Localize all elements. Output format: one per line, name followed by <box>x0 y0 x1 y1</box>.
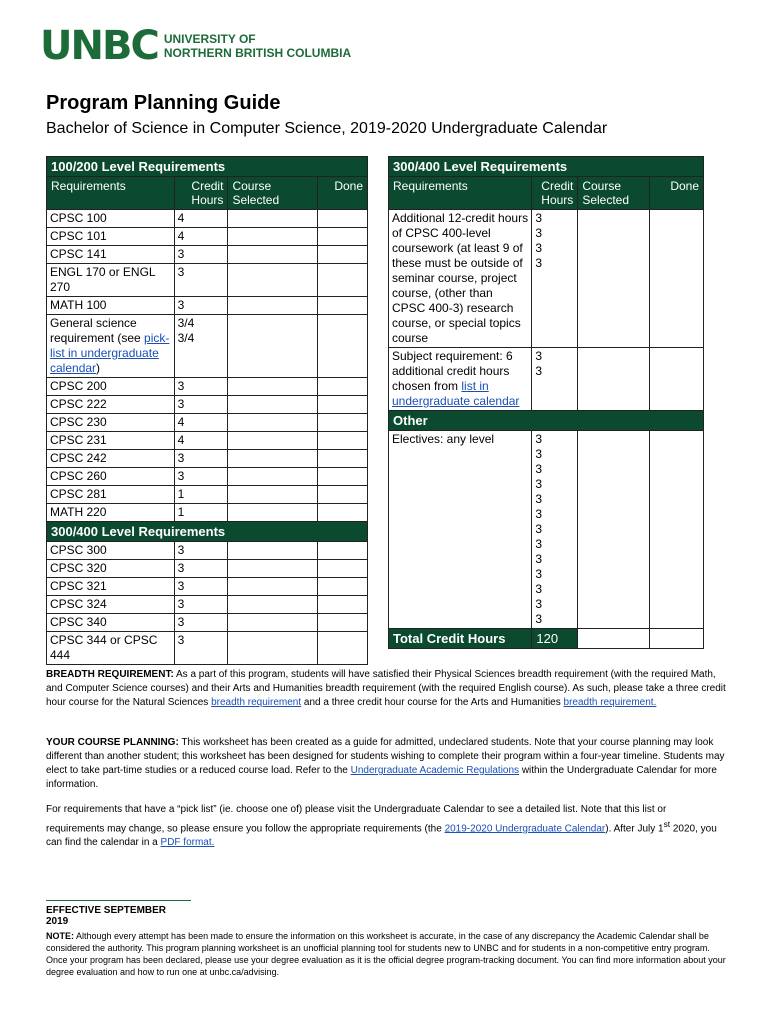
academic-regulations-link[interactable]: Undergraduate Academic Regulations <box>350 765 520 776</box>
credit-hours: 3 <box>174 542 228 560</box>
requirement: MATH 220 <box>47 504 175 522</box>
course-selected[interactable] <box>228 297 318 315</box>
credit-hours: 3 <box>174 632 228 665</box>
unbc-logo <box>40 23 352 69</box>
done-cell[interactable] <box>318 210 368 228</box>
table-row <box>47 432 368 450</box>
table-row <box>47 396 368 414</box>
breadth-text-2: and a three credit hour course for the Arts and Humanities <box>301 697 564 708</box>
logo-line-1: UNIVERSITY OF <box>163 32 256 46</box>
done-cell[interactable] <box>318 246 368 264</box>
done-cell[interactable] <box>318 632 368 665</box>
requirement: CPSC 340 <box>47 614 175 632</box>
breadth-text-1: As a part of this program, students will have satisfied their Physical Sciences breadth requirement (with the required Math, and Computer Science courses) and their Arts and Humanities breadth requirement (with the required English course). As such, please take a three credit hour course for the Natural Sciences <box>46 669 726 708</box>
requirement: CPSC 324 <box>47 596 175 614</box>
credit-hours: 3 <box>174 450 228 468</box>
science-req-close: ) <box>96 361 101 375</box>
planning-paragraph <box>46 736 726 792</box>
page-subtitle: Bachelor of Science in Computer Science, 2019-2020 Undergraduate Calendar <box>46 120 608 137</box>
table-row <box>47 578 368 596</box>
credit-hours: 3 <box>174 264 228 297</box>
additional-400-course[interactable] <box>578 210 650 348</box>
picklist-text-3: 2020, you can find the calendar in a <box>46 823 717 849</box>
course-selected[interactable] <box>228 228 318 246</box>
credit-hours: 4 <box>174 432 228 450</box>
done-cell[interactable] <box>318 560 368 578</box>
course-selected[interactable] <box>228 542 318 560</box>
subject-done[interactable] <box>650 348 704 411</box>
credit-hours: 3 <box>174 596 228 614</box>
credit-hours: 3 <box>174 396 228 414</box>
science-req-text: General science requirement (see <box>50 316 145 345</box>
course-selected[interactable] <box>228 396 318 414</box>
logo-mark: UNBC <box>40 23 158 69</box>
credit-hours: 4 <box>174 228 228 246</box>
left-col-requirements: Requirements <box>47 177 175 210</box>
additional-400-req: Additional 12-credit hours of CPSC 400-level coursework (at least 9 of these must be outside of seminar course, project course, (other than CPSC 400-3) research course, or special topics course <box>389 210 532 348</box>
course-selected[interactable] <box>228 414 318 432</box>
page-title: Program Planning Guide <box>46 92 281 114</box>
electives-done[interactable] <box>650 431 704 629</box>
credit-hours: 4 <box>174 210 228 228</box>
picklist-paragraph <box>46 803 726 850</box>
requirement: CPSC 300 <box>47 542 175 560</box>
left-table-header-2: 300/400 Level Requirements <box>47 522 368 542</box>
left-col-credit: Credit Hours <box>174 177 228 210</box>
total-blank-2 <box>650 629 704 649</box>
done-cell[interactable] <box>318 432 368 450</box>
requirement: CPSC 100 <box>47 210 175 228</box>
credit-hours: 1 <box>174 504 228 522</box>
subject-req-cell <box>389 348 532 411</box>
course-selected[interactable] <box>228 432 318 450</box>
undergraduate-calendar-link[interactable]: 2019-2020 Undergraduate Calendar <box>444 823 606 835</box>
done-cell[interactable] <box>318 542 368 560</box>
done-cell[interactable] <box>318 414 368 432</box>
course-selected[interactable] <box>228 210 318 228</box>
total-credit-value: 120 <box>532 629 578 649</box>
subject-list-link[interactable]: list in undergraduate calendar <box>392 379 520 408</box>
total-blank-1 <box>578 629 650 649</box>
done-cell[interactable] <box>318 297 368 315</box>
total-credit-label: Total Credit Hours <box>389 629 532 649</box>
table-row <box>47 264 368 297</box>
science-credit: 3/4 3/4 <box>174 315 228 378</box>
credit-hours: 3 <box>174 468 228 486</box>
table-row <box>47 210 368 228</box>
table-row <box>47 560 368 578</box>
done-cell[interactable] <box>318 396 368 414</box>
done-cell[interactable] <box>318 468 368 486</box>
table-row <box>47 297 368 315</box>
science-course-selected[interactable] <box>228 315 318 378</box>
credit-hours: 3 <box>174 297 228 315</box>
course-selected[interactable] <box>228 596 318 614</box>
natural-sciences-breadth-link[interactable]: breadth requirement <box>211 697 302 708</box>
table-row <box>47 542 368 560</box>
course-selected[interactable] <box>228 378 318 396</box>
arts-humanities-breadth-link[interactable]: breadth requirement. <box>563 697 657 708</box>
course-selected[interactable] <box>228 450 318 468</box>
electives-credits: 3 3 3 3 3 3 3 3 3 3 3 3 3 <box>532 431 578 629</box>
additional-400-credits: 3 3 3 3 <box>532 210 578 348</box>
effective-date: EFFECTIVE SEPTEMBER 2019 <box>46 900 191 927</box>
course-selected[interactable] <box>228 468 318 486</box>
right-col-requirements: Requirements <box>389 177 532 210</box>
credit-hours: 3 <box>174 246 228 264</box>
table-row <box>47 228 368 246</box>
credit-hours: 3 <box>174 578 228 596</box>
subject-req-text: Subject requirement: 6 additional credit hours chosen from <box>392 349 513 393</box>
requirement: CPSC 200 <box>47 378 175 396</box>
science-requirement-cell <box>47 315 175 378</box>
done-cell[interactable] <box>318 264 368 297</box>
requirement: CPSC 141 <box>47 246 175 264</box>
logo-line-2: NORTHERN BRITISH COLUMBIA <box>163 46 352 60</box>
table-row <box>47 450 368 468</box>
requirement: CPSC 231 <box>47 432 175 450</box>
course-selected[interactable] <box>228 632 318 665</box>
note-text: Although every attempt has been made to ensure the information on this worksheet is accurate, in the case of any discrepancy the Academic Calendar shall be considered the authority. This program planning worksheet is an unofficial planning tool for students new to UNBC and for students in a non-competitive entry program. Once your program has been declared, please use your degree evaluation as it is the official degree program-tracking document. You can find more information about your degree evaluation and how to run one at unbc.ca/advising. <box>46 931 726 977</box>
done-cell[interactable] <box>318 228 368 246</box>
planning-label: YOUR COURSE PLANNING: <box>46 737 179 748</box>
table-row <box>47 486 368 504</box>
table-row <box>47 378 368 396</box>
picklist-text-1: For requirements that have a “pick list” (ie. choose one of) please visit the Undergraduate Calendar to see a detailed list. Note that this list or requirements may change, so please ensure you follow the appropriate requirements (the <box>46 804 667 835</box>
done-cell[interactable] <box>318 596 368 614</box>
requirement: MATH 100 <box>47 297 175 315</box>
right-col-course: Course Selected <box>578 177 650 210</box>
right-col-done: Done <box>650 177 704 210</box>
table-row <box>47 504 368 522</box>
requirement: ENGL 170 or ENGL 270 <box>47 264 175 297</box>
right-table-header: 300/400 Level Requirements <box>389 157 704 177</box>
requirement: CPSC 260 <box>47 468 175 486</box>
requirement: CPSC 320 <box>47 560 175 578</box>
planning-text-2: within the Undergraduate Calendar for more information. <box>46 765 717 790</box>
breadth-label: BREADTH REQUIREMENT: <box>46 669 174 680</box>
pdf-format-link[interactable]: PDF format. <box>160 837 215 849</box>
done-cell[interactable] <box>318 504 368 522</box>
right-requirements-table <box>388 156 704 649</box>
course-selected[interactable] <box>228 614 318 632</box>
credit-hours: 3 <box>174 560 228 578</box>
other-header: Other <box>389 411 704 431</box>
left-table-header: 100/200 Level Requirements <box>47 157 368 177</box>
done-cell[interactable] <box>318 378 368 396</box>
science-done[interactable] <box>318 315 368 378</box>
logo-text <box>164 32 351 60</box>
planning-text-1: This worksheet has been created as a guide for admitted, undeclared students. Note that your course planning may look different than another student; this worksheet has been designed for students wishing to complete their program within a four-year timeline. Students may elect to take part-time studies or a reduced course load. Refer to the <box>46 737 725 776</box>
done-cell[interactable] <box>318 450 368 468</box>
science-picklist-link[interactable]: pick-list in undergraduate calendar <box>50 331 170 375</box>
requirement: CPSC 344 or CPSC 444 <box>47 632 175 665</box>
done-cell[interactable] <box>318 614 368 632</box>
course-selected[interactable] <box>228 486 318 504</box>
table-row <box>47 468 368 486</box>
electives-course[interactable] <box>578 431 650 629</box>
requirement: CPSC 281 <box>47 486 175 504</box>
credit-hours: 1 <box>174 486 228 504</box>
picklist-sup: st <box>663 819 671 829</box>
done-cell[interactable] <box>318 578 368 596</box>
course-selected[interactable] <box>228 264 318 297</box>
credit-hours: 3 <box>174 614 228 632</box>
requirement: CPSC 321 <box>47 578 175 596</box>
table-row <box>47 414 368 432</box>
table-row <box>47 632 368 665</box>
left-requirements-table <box>46 156 368 665</box>
subject-course[interactable] <box>578 348 650 411</box>
requirement: CPSC 242 <box>47 450 175 468</box>
table-row <box>47 614 368 632</box>
requirement: CPSC 222 <box>47 396 175 414</box>
note-paragraph <box>46 930 731 978</box>
picklist-text-2: ). After July 1 <box>605 823 664 835</box>
table-row <box>47 596 368 614</box>
course-selected[interactable] <box>228 560 318 578</box>
done-cell[interactable] <box>318 486 368 504</box>
requirement: CPSC 101 <box>47 228 175 246</box>
breadth-paragraph <box>46 668 726 710</box>
requirement: CPSC 230 <box>47 414 175 432</box>
electives-req: Electives: any level <box>389 431 532 629</box>
course-selected[interactable] <box>228 246 318 264</box>
credit-hours: 4 <box>174 414 228 432</box>
course-selected[interactable] <box>228 504 318 522</box>
note-label: NOTE: <box>46 931 74 941</box>
additional-400-done[interactable] <box>650 210 704 348</box>
left-col-course: Course Selected <box>228 177 318 210</box>
right-col-credit: Credit Hours <box>532 177 578 210</box>
course-selected[interactable] <box>228 578 318 596</box>
subject-req-credits: 3 3 <box>532 348 578 411</box>
left-col-done: Done <box>318 177 368 210</box>
credit-hours: 3 <box>174 378 228 396</box>
table-row <box>47 246 368 264</box>
